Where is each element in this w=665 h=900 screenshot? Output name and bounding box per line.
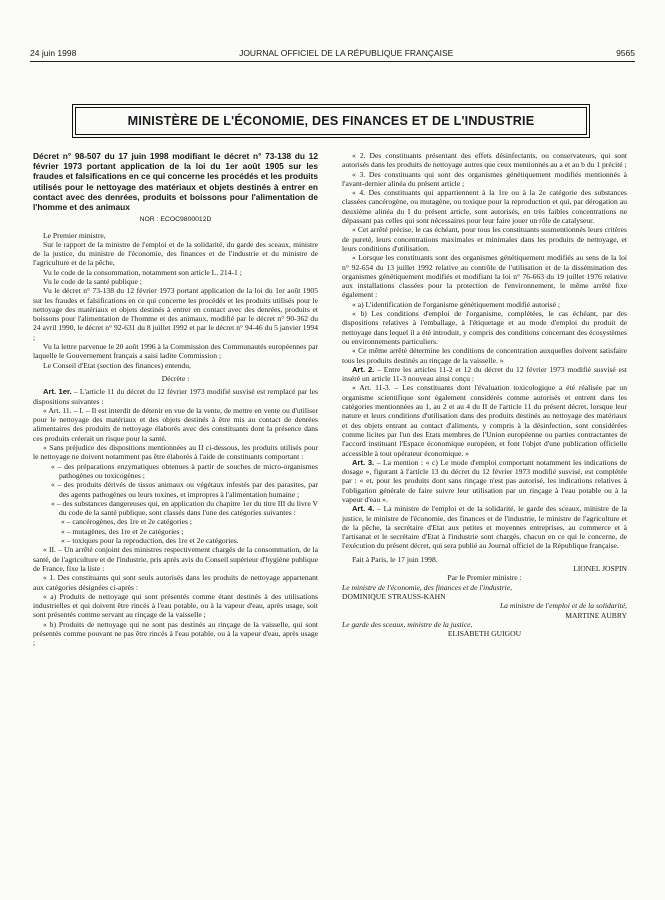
right-column	[342, 151, 627, 638]
header-page-number: 9565	[616, 48, 635, 58]
paragraph: Vu le décret n° 73-138 du 12 février 1973 portant application de la loi du 1er août 1905 sur les fraudes et falsifications en ce qui concerne les procédés et les produits utilisés pour le nettoyage des matériaux et objets destinés à entrer en contact avec des denrées, produits et boissons pour l'alimentation de l'homme et des animaux, modifié par le décret n° 90-362 du 24 avril 1990, le décret n° 92-631 du 8 juillet 1992 et par le décret n° 94-46 du 5 janvier 1994 ;	[33, 286, 318, 342]
article-1: Art. 1er. – L'article 11 du décret du 12 février 1973 modifié susvisé est remplacé par les dispositions suivantes :	[33, 387, 318, 406]
paragraph: « b) Les conditions d'emploi de l'organisme, complétées, le cas échéant, par des dispositions relatives à l'emballage, à l'étiquetage et au mode d'emploi du produit de nettoyage dans lequel il a été introduit, y compris des conditions concernant des écosystèmes ou environnements particuliers.	[342, 309, 627, 346]
signatory-prime-minister: LIONEL JOSPIN	[573, 564, 627, 574]
header-journal: JOURNAL OFFICIEL DE LA RÉPUBLIQUE FRANÇAISE	[239, 48, 454, 58]
paragraph: Vu la lettre parvenue le 20 août 1996 à la Commission des Communautés européennes par laquelle le Gouvernement français a saisi ladite Commission ;	[33, 342, 318, 361]
signature-title: Le ministre de l'économie, des finances et de l'industrie,	[342, 582, 512, 592]
ministry-heading: MINISTÈRE DE L'ÉCONOMIE, DES FINANCES ET DE L'INDUSTRIE	[75, 107, 587, 135]
paragraph: « Ce même arrêté détermine les conditions de concentration auxquelles doivent satisfaire tous les produits destinés au rinçage de la vaisselle. »	[342, 346, 627, 365]
paragraph: « Cet arrêté précise, le cas échéant, pour tous les constituants susmentionnés leurs critères de pureté, leurs concentrations maximales et minimales dans les produits de nettoyage, et leurs conditions d'utilisation.	[342, 225, 627, 253]
signatory-name: ELISABETH GUIGOU	[447, 629, 522, 639]
article-label: Art. 2.	[352, 364, 375, 374]
article-label: Art. 4.	[352, 504, 375, 514]
article-label: Art. 3.	[352, 457, 375, 467]
article-4: Art. 4. – La ministre de l'emploi et de la solidarité, le garde des sceaux, ministre de la justice, le ministre de l'économie, des finances et de l'industrie, le ministre de l'agriculture et de la pêche, la secrétaire d'Etat aux petites et moyennes entreprises, au commerce et à l'artisanat et le secrétaire d'Etat à l'industrie sont chargés, chacun en ce qui le concerne, de l'exécution du présent décret, qui sera publié au Journal officiel de la République française.	[342, 504, 627, 551]
paragraph: « 2. Des constituants présentant des effets désinfectants, ou conservateurs, qui sont autorisés dans les produits de nettoyage autres que ceux mentionnés au a et au b du 1 précité ;	[342, 151, 627, 170]
paragraph: Le Premier ministre,	[43, 230, 106, 240]
paragraph: « II. – Un arrêté conjoint des ministres respectivement chargés de la consommation, de la santé, de l'agriculture et de l'industrie, pris après avis du Conseil supérieur d'hygiène publique de France, fixe la liste :	[33, 545, 318, 573]
decrete-label: Décrète :	[161, 373, 190, 383]
paragraph: « Lorsque les constituants sont des organismes génétiquement modifiés au sens de la loi n° 92-654 du 13 juillet 1992 relative au contrôle de l'utilisation et de la dissémination des organismes génétiquement modifiés et modifiant la loi n° 76-663 du 19 juillet 1976 relative aux installations classées pour la protection de l'environnement, le même arrêté fixe également :	[342, 253, 627, 300]
paragraph: Vu le code de la santé publique ;	[43, 277, 142, 286]
header-date: 24 juin 1998	[30, 48, 77, 58]
paragraph: Sur le rapport de la ministre de l'emploi et de la solidarité, du garde des sceaux, ministre de la justice, du ministre de l'économie, des finances et de l'industrie et du ministre de l'agriculture et de la pêche,	[33, 239, 318, 268]
paragraph: « 3. Des constituants qui sont des organismes génétiquement modifiés mentionnés à l'avant-dernier alinéa du présent article ;	[342, 169, 627, 188]
signature-intro: Par le Premier ministre :	[447, 573, 522, 583]
paragraph: Le Conseil d'Etat (section des finances) entendu,	[43, 360, 191, 370]
decree-title: Décret n° 98-507 du 17 juin 1998 modifiant le décret n° 73-138 du 12 février 1973 portant application de la loi du 1er août 1905 sur les fraudes et falsifications en ce qui concerne les procédés et les produits utilisés pour le nettoyage des matériaux et objets destinés à entrer en contact avec des denrées, produits et boissons pour l'alimentation de l'homme et des animaux	[33, 151, 318, 213]
paragraph: « b) Produits de nettoyage qui ne sont pas destinés au rinçage de la vaisselle, qui sont présentés comme pouvant ne pas être rincés à l'eau potable, ou à la vapeur d'eau, après usage ;	[33, 619, 318, 648]
signature-title: La ministre de l'emploi et de la solidarité,	[499, 601, 627, 611]
list-item: « – mutagènes, des 1re et 2e catégories ;	[61, 526, 184, 536]
list-item: « – toxiques pour la reproduction, des 1re et 2e catégories.	[61, 536, 239, 546]
nor-reference: NOR : ECOC9800012D	[139, 216, 212, 224]
signatory-name: MARTINE AUBRY	[565, 610, 627, 620]
paragraph: « a) L'identification de l'organisme génétiquement modifié autorisé ;	[352, 299, 560, 309]
paragraph: « 1. Des constituants qui sont seuls autorisés dans les produits de nettoyage appartenant aux catégories désignées ci-après :	[33, 573, 318, 592]
signatory-name: DOMINIQUE STRAUSS-KAHN	[342, 591, 446, 601]
article-2: Art. 2. – Entre les articles 11-2 et 12 du décret du 12 février 1973 modifié susvisé est inséré un article 11-3 nouveau ainsi conçu :	[342, 364, 627, 384]
paragraph: « a) Produits de nettoyage qui sont présentés comme étant destinés à des utilisations industrielles et qui doivent être rincés à l'eau potable, ou à la vapeur d'eau, après usage, soit sont présentés comme servant au rinçage de la vaisselle ;	[33, 591, 318, 620]
list-item: « – cancérogènes, des 1re et 2e catégories ;	[61, 517, 192, 527]
list-item: « – des substances dangereuses qui, en application du chapitre 1er du titre III du livre V du code de la santé publique, sont classés dans l'une des catégories suivantes :	[51, 498, 318, 518]
paragraph: Vu le code de la consommation, notamment son article L. 214-1 ;	[43, 267, 242, 277]
left-column	[33, 151, 318, 648]
paragraph: « Art. 11. – I. – Il est interdit de détenir en vue de la vente, de mettre en vente ou d'utiliser pour le nettoyage des matériaux et des objets destinés à être mis au contact de denrées alimentaires des produits de nettoyage élaborés avec des constituants dont la présence dans ces produits créerait un risque pour la santé.	[33, 405, 318, 443]
paragraph: « Art. 11-3. – Les constituants dont l'évaluation toxicologique a été réalisée par un organisme scientifique sont également considérés comme autorisés et entrent dans les catégories mentionnées au 1, au 2 et au 4 du II de l'article 11 du présent décret, lorsque leur nature et leurs conditions d'utilisation dans des produits destinés au nettoyage des matériaux et des objets entrant au contact d'aliments, y compris à la désinfection, sont considérées comme licites par l'un des Etats membres de l'Union européenne ou parties contractantes de l'accord instituant l'Espace économique européen, et font l'objet d'une publication officielle accessible à tout opérateur économique. »	[342, 383, 627, 458]
paragraph: « 4. Des constituants qui appartiennent à la 1re ou à la 2e catégorie des substances classées cancérogène, ou mutagène, ou toxique pour la reproduction et qui, par dérogation au deuxième alinéa du I du présent article, sont autorisés, en très faibles concentrations ne dépassant pas celles qui sont nécessaires pour leur faire jouer un rôle de catalyseur.	[342, 188, 627, 226]
header-rule	[30, 61, 635, 62]
article-label: Art. 1er.	[43, 387, 72, 397]
page-header	[30, 48, 635, 58]
signature-title: Le garde des sceaux, ministre de la justice,	[342, 619, 473, 629]
article-3: Art. 3. – La mention : « c) Le mode d'emploi comportant notamment les indications de dosage », figurant à l'article 13 du décret du 12 février 1973 modifié susvisé, est complétée par : « et, pour les produits dont sans rinçage n'est pas autorisé, les indications relatives à l'obligation générale de faire suivre leur utilisation par un rinçage à l'eau potable ou à la vapeur d'eau ».	[342, 457, 627, 504]
paragraph: « Sans préjudice des dispositions mentionnées au II ci-dessous, les produits utilisés pour le nettoyage ne doivent notamment pas être élaborés à l'aide de constituants comportant :	[33, 443, 318, 462]
signature-date: Fait à Paris, le 17 juin 1998.	[352, 554, 438, 564]
list-item: « – des préparations enzymatiques obtenues à partir de souches de micro-organismes pathogènes ou toxicogènes ;	[51, 461, 318, 480]
list-item: « – des produits dérivés de tissus animaux ou végétaux infestés par des parasites, par des agents pathogènes ou leurs toxines, et impropres à l'alimentation humaine ;	[51, 480, 318, 499]
